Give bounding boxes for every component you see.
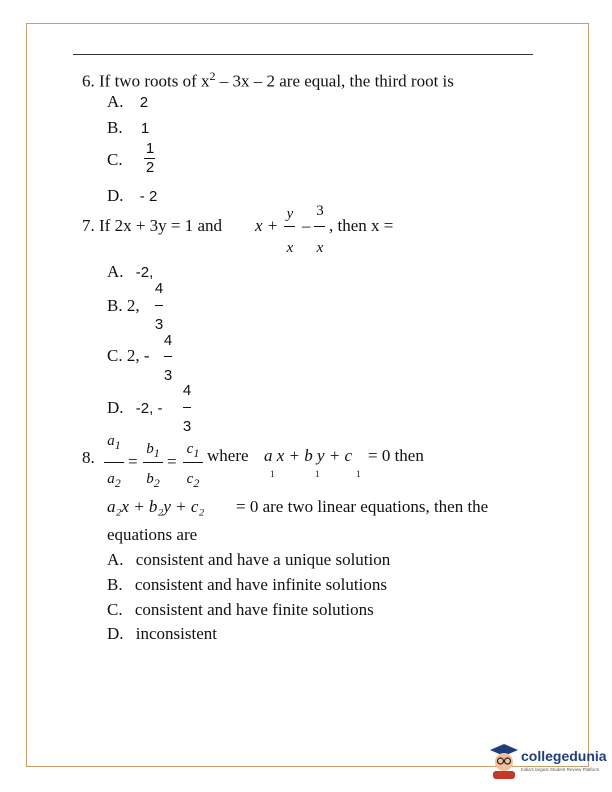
- q6-option-b[interactable]: B. 1: [107, 118, 150, 137]
- q8-eq1-tail: = 0 then: [368, 446, 424, 465]
- q8-option-b[interactable]: B. consistent and have infinite solutions: [107, 575, 387, 594]
- q8-eq-sign-1: =: [128, 452, 138, 471]
- q6-option-c-numerator: 1: [145, 140, 155, 157]
- q8-frac3-bar: [183, 462, 203, 463]
- q8-frac3-num: $c_1$: [186, 441, 200, 460]
- q6-option-d[interactable]: D. - 2: [107, 186, 158, 205]
- q8-eq1-sub-c: 1: [356, 469, 361, 479]
- q7-option-c-numerator: 4: [163, 332, 173, 349]
- q8-frac2-den: $b_2$: [146, 471, 160, 490]
- q7-option-d[interactable]: D. -2, -: [107, 398, 163, 417]
- q8-frac2-bar: [143, 462, 163, 463]
- q7-option-d-denominator: 3: [182, 418, 192, 435]
- q8-number: 8.: [82, 448, 95, 467]
- q8-option-c[interactable]: C. consistent and have finite solutions: [107, 600, 374, 619]
- q8-option-a[interactable]: A. consistent and have a unique solution: [107, 550, 391, 569]
- q7-frac2-den: x: [316, 240, 324, 256]
- q8-eq1-sub-a: 1: [270, 469, 275, 479]
- q6-option-c-denominator: 2: [145, 159, 155, 176]
- q7-minus: –: [302, 216, 311, 235]
- q8-frac1-num: $a_1$: [107, 433, 121, 452]
- q8-equation-1: a x + b y + c: [264, 446, 353, 465]
- q7-option-b[interactable]: B. 2,: [107, 296, 140, 315]
- q7-frac2-bar: [314, 226, 325, 227]
- q7-stem: 7. If 2x + 3y = 1 and: [82, 216, 223, 235]
- q7-option-b-fraction-bar: [155, 305, 163, 306]
- q8-eq2-tail: = 0 are two linear equations, then the: [236, 497, 489, 516]
- q8-frac2-num: $b_1$: [146, 441, 160, 460]
- q8-eq-sign-2: =: [167, 452, 177, 471]
- q7-frac1-bar: [284, 226, 295, 227]
- q7-option-c-denominator: 3: [163, 367, 173, 384]
- brand-tagline: India's largest Student Review Platform: [521, 767, 600, 772]
- q8-frac3-den: $c_2$: [186, 471, 200, 490]
- q8-where: where: [207, 446, 249, 465]
- q7-option-d-numerator: 4: [182, 382, 192, 399]
- top-rule: [73, 54, 533, 55]
- q8-frac1-bar: [104, 462, 124, 463]
- q6-option-c[interactable]: C.: [107, 150, 123, 169]
- q7-tail: , then x =: [329, 216, 394, 235]
- q7-option-b-denominator: 3: [154, 316, 164, 333]
- q8-frac1-den: $a_2$: [107, 471, 121, 490]
- q6-stem: 6. If two roots of $x^2 - 3x - 2$ are equal, the third root is: [82, 69, 454, 91]
- q7-option-b-numerator: 4: [154, 280, 164, 297]
- q7-expr-lead: x +: [255, 216, 279, 235]
- q8-option-d[interactable]: D. inconsistent: [107, 624, 217, 643]
- q7-option-c-fraction-bar: [164, 356, 172, 357]
- collegedunia-logo-icon: [489, 742, 519, 780]
- q7-frac2-num: 3: [316, 203, 324, 219]
- q7-option-d-fraction-bar: [183, 407, 191, 408]
- q8-eq1-sub-b: 1: [315, 469, 320, 479]
- q8-equation-2: a₂x + b₂y + c₂: [107, 497, 205, 516]
- brand-name: collegedunia: [521, 748, 607, 764]
- q8-line3: equations are: [107, 525, 198, 544]
- q7-option-a[interactable]: A. -2,: [107, 262, 154, 281]
- q7-frac1-num: y: [286, 206, 294, 222]
- q7-frac1-den: x: [286, 240, 294, 256]
- q6-option-a[interactable]: A. 2: [107, 92, 149, 111]
- q7-option-c[interactable]: C. 2, -: [107, 346, 150, 365]
